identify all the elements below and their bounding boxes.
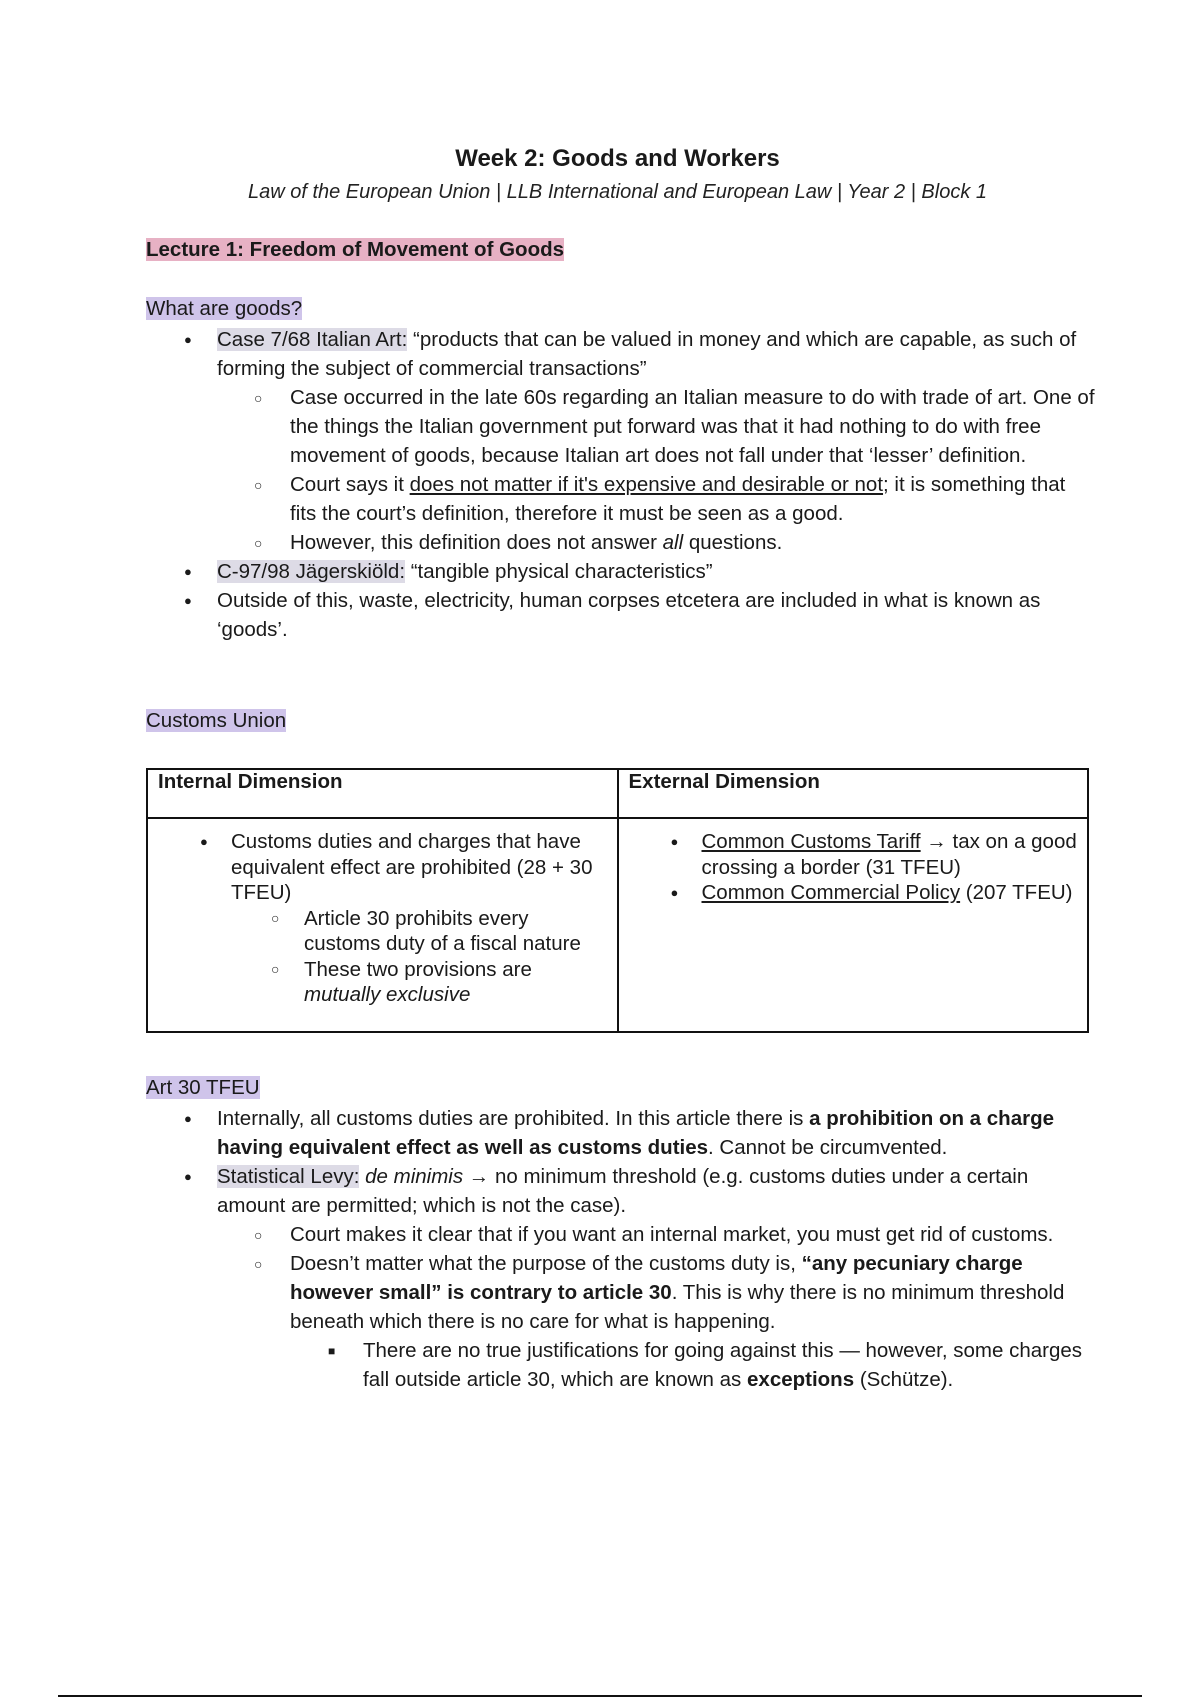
goods-list <box>146 325 1096 644</box>
table-cell-external <box>618 818 1089 1032</box>
list-item: ● Common Customs Tariff → tax on a good crossing a border (31 TFEU) <box>629 829 1078 880</box>
sub-sub-list <box>290 1336 1096 1394</box>
list-item: ● Outside of this, waste, electricity, human corpses etcetera are included in what is known as ‘goods’. <box>146 586 1096 644</box>
page-subtitle: Law of the European Union | LLB International and European Law | Year 2 | Block 1 <box>247 181 988 203</box>
page-bottom-rule <box>58 1695 1142 1697</box>
list-item: ○ Article 30 prohibits every customs duty of a fiscal nature <box>231 906 607 957</box>
list-item: ○ Court says it does not matter if it's expensive and desirable or not; it is something that fits the court’s definition, therefore it must be seen as a good. <box>217 470 1096 528</box>
section-heading-art30: Art 30 TFEU <box>146 1076 260 1099</box>
list-item: ● C-97/98 Jägerskiöld: “tangible physical characteristics” <box>146 557 1096 586</box>
table-header-internal: Internal Dimension <box>147 769 618 818</box>
section-heading-customs: Customs Union <box>146 709 287 732</box>
list-item: ○ Doesn’t matter what the purpose of the customs duty is, “any pecuniary charge however small” is contrary to article 30. This is why there is no minimum threshold beneath which there is no care for what is happening. ■ There are no true justifications for going against this — however, some charges fall outside article 30, which are known as exceptions (Schütze). <box>217 1249 1096 1394</box>
lecture-heading: Lecture 1: Freedom of Movement of Goods <box>146 238 565 261</box>
table-header-external: External Dimension <box>618 769 1089 818</box>
sub-list <box>217 383 1096 557</box>
table-cell-internal <box>147 818 618 1032</box>
list-item: ● Case 7/68 Italian Art: “products that can be valued in money and which are capable, as such of forming the subject of commercial transactions” ○ Case occurred in the late 60s regarding an Italian measure to do with trade of art. One of the things the Italian government put forward was that it had nothing to do with free movement of goods, because Italian art does not fall under that ‘lesser’ definition. ○ Court says it does not matter if it's expensive and desirable or not; it is something that fits the court’s definition, therefore it must be seen as a good. ○ However, this definition does not answer all questions. <box>146 325 1096 557</box>
sub-list <box>217 1220 1096 1394</box>
list-item: ● Statistical Levy: de minimis → no minimum threshold (e.g. customs duties under a certain amount are permitted; which is not the case). ○ Court makes it clear that if you want an internal market, you must get rid of customs. ○ Doesn’t matter what the purpose of the customs duty is, “any pecuniary charge however small” is contrary to article 30. This is why there is no minimum threshold beneath which there is no care for what is happening. ■ There are no true justifications for going against this — however, some charges fall outside article 30, which are known as exceptions (Schütze). <box>146 1162 1096 1394</box>
page-title: Week 2: Goods and Workers <box>455 145 780 172</box>
section-heading-goods: What are goods? <box>146 297 303 320</box>
list-item: ○ However, this definition does not answer all questions. <box>217 528 1096 557</box>
list-item: ○ These two provisions are mutually exclusive <box>231 957 607 1008</box>
list-item: ○ Case occurred in the late 60s regarding an Italian measure to do with trade of art. One of the things the Italian government put forward was that it had nothing to do with free movement of goods, because Italian art does not fall under that ‘lesser’ definition. <box>217 383 1096 470</box>
list-item: ■ There are no true justifications for going against this — however, some charges fall outside article 30, which are known as exceptions (Schütze). <box>290 1336 1096 1394</box>
list-item: ● Common Commercial Policy (207 TFEU) <box>629 880 1078 906</box>
art30-list <box>146 1104 1096 1394</box>
list-item: ○ Court makes it clear that if you want an internal market, you must get rid of customs. <box>217 1220 1096 1249</box>
list-item: ● Customs duties and charges that have equivalent effect are prohibited (28 + 30 TFEU) ○ Article 30 prohibits every customs duty of a fiscal nature ○ These two provisions are mutually exclusive <box>158 829 607 1008</box>
customs-table <box>146 768 1089 1033</box>
list-item: ● Internally, all customs duties are prohibited. In this article there is a prohibition on a charge having equivalent effect as well as customs duties. Cannot be circumvented. <box>146 1104 1096 1162</box>
